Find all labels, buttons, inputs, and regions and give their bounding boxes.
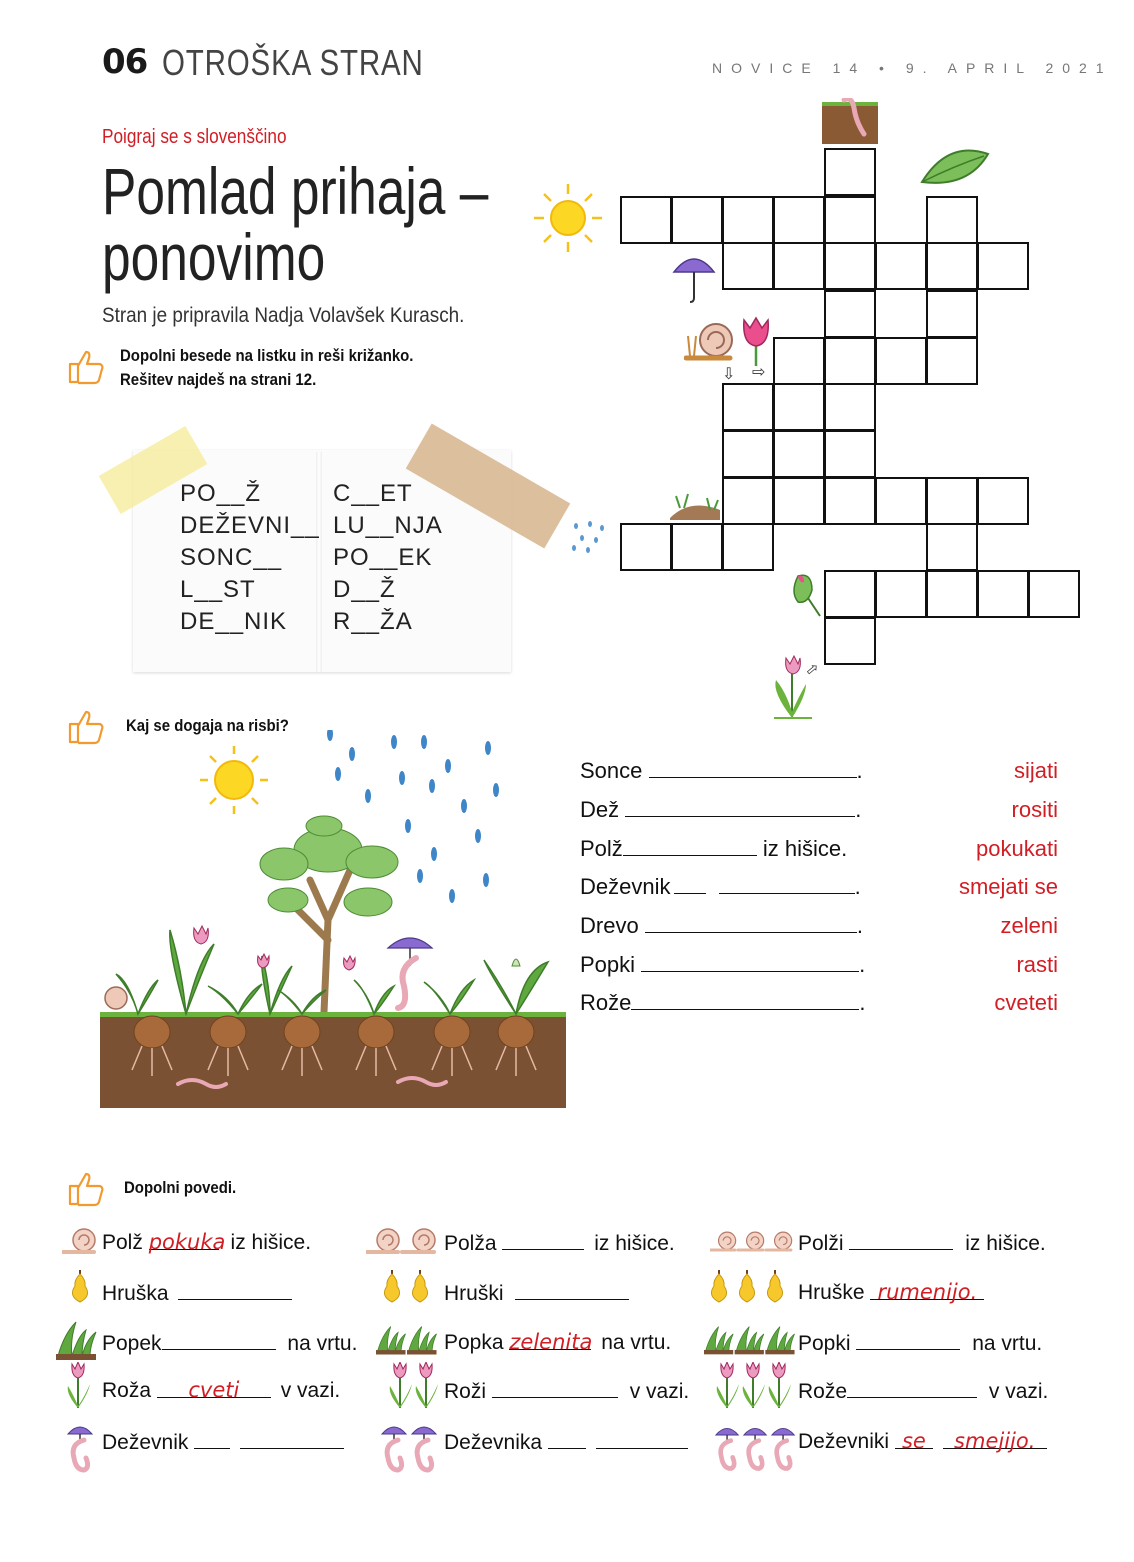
sentence-subject: Popki bbox=[580, 952, 636, 977]
crossword-cell[interactable] bbox=[773, 337, 825, 385]
headline: Pomlad prihaja – ponovimo bbox=[102, 154, 489, 294]
sentence-subject: Deževnik bbox=[580, 874, 671, 899]
task1-line1: Dopolni besede na listku in reši križanko. bbox=[120, 346, 414, 365]
crossword-cell[interactable] bbox=[875, 242, 927, 290]
verb: pokukati bbox=[976, 836, 1058, 861]
crossword-cell[interactable] bbox=[773, 196, 825, 244]
snail-pair-icon bbox=[366, 1228, 438, 1258]
crossword-cell[interactable] bbox=[671, 523, 723, 571]
crossword-cell[interactable] bbox=[926, 290, 978, 338]
row-word: Hruška bbox=[102, 1282, 169, 1305]
worm-umbrella-icon bbox=[66, 1418, 96, 1480]
sentence-row bbox=[580, 836, 847, 862]
grid-row bbox=[444, 1230, 675, 1256]
garden-illustration bbox=[98, 730, 568, 1110]
crossword-cell[interactable] bbox=[977, 242, 1029, 290]
crossword-cell[interactable] bbox=[1028, 570, 1080, 618]
grid-row bbox=[444, 1429, 688, 1455]
row-word: Hruški bbox=[444, 1282, 504, 1305]
card-word: C__ET bbox=[333, 480, 413, 507]
grid-row bbox=[798, 1280, 984, 1305]
issue-info: NOVICE 14 • 9. APRIL 2021 bbox=[712, 60, 1113, 76]
crossword-cell[interactable] bbox=[620, 196, 672, 244]
row-word: Popek bbox=[102, 1332, 162, 1355]
crossword-cell[interactable] bbox=[977, 570, 1029, 618]
grid-row bbox=[102, 1330, 357, 1356]
crossword-cell[interactable] bbox=[926, 523, 978, 571]
answer-blank[interactable] bbox=[856, 1330, 960, 1350]
crossword-cell[interactable] bbox=[824, 383, 876, 431]
sentence-suffix: . bbox=[854, 874, 861, 899]
answer-blank[interactable] bbox=[870, 1280, 984, 1304]
raindrops-icon bbox=[568, 520, 608, 556]
answer-blank[interactable] bbox=[623, 838, 757, 856]
sentence-suffix: . bbox=[859, 952, 866, 977]
task2-label: Kaj se dogaja na risbi? bbox=[126, 716, 289, 735]
answer-blank[interactable] bbox=[625, 799, 855, 817]
crossword-cell[interactable] bbox=[671, 196, 723, 244]
crossword-cell[interactable] bbox=[722, 383, 774, 431]
answer-blank[interactable] bbox=[492, 1378, 618, 1398]
answer-blank[interactable] bbox=[162, 1330, 276, 1350]
arrow-right-icon: ⇨ bbox=[752, 364, 766, 381]
grid-row bbox=[444, 1378, 689, 1404]
sentence-row bbox=[580, 952, 865, 978]
row-suffix: na vrtu. bbox=[601, 1331, 672, 1354]
row-suffix: v vazi. bbox=[988, 1380, 1049, 1403]
verb: rositi bbox=[1011, 797, 1058, 822]
crossword-cell[interactable] bbox=[824, 477, 876, 525]
card-word: D__Ž bbox=[333, 576, 396, 603]
crossword-cell[interactable] bbox=[926, 337, 978, 385]
snail-icon bbox=[684, 318, 736, 364]
crossword-cell[interactable] bbox=[722, 523, 774, 571]
answer-blank[interactable] bbox=[515, 1280, 629, 1300]
row-word: Rože bbox=[798, 1380, 848, 1403]
verb: cveteti bbox=[994, 990, 1058, 1015]
kicker: Poigraj se s slovenščino bbox=[102, 126, 287, 148]
answer-blank[interactable] bbox=[148, 1230, 226, 1254]
sun-icon bbox=[200, 746, 268, 814]
sentence-row bbox=[580, 913, 863, 939]
grid-row bbox=[102, 1230, 311, 1255]
page-number: 06 bbox=[102, 42, 148, 82]
row-word: Popki bbox=[798, 1332, 851, 1355]
card-word: L__ST bbox=[180, 576, 256, 603]
answer-blank[interactable] bbox=[596, 1429, 688, 1449]
crossword-cell[interactable] bbox=[824, 617, 876, 665]
task3-label: Dopolni povedi. bbox=[124, 1178, 237, 1197]
verb: zeleni bbox=[1000, 913, 1058, 938]
snail-icon bbox=[62, 1228, 98, 1258]
answer-blank[interactable] bbox=[631, 992, 859, 1010]
umbrella-icon bbox=[672, 252, 716, 304]
crossword-cell[interactable] bbox=[824, 430, 876, 478]
sentence-subject: Dež bbox=[580, 797, 620, 822]
row-suffix: na vrtu. bbox=[287, 1332, 358, 1355]
grid-row bbox=[798, 1330, 1042, 1356]
bud-pair-icon bbox=[376, 1316, 438, 1362]
grid-row bbox=[798, 1230, 1046, 1256]
answer-blank[interactable] bbox=[240, 1429, 344, 1449]
grid-row bbox=[102, 1378, 340, 1403]
tulip-group-icon bbox=[714, 1362, 794, 1412]
grid-row bbox=[798, 1429, 1047, 1454]
crossword-cell[interactable] bbox=[722, 430, 774, 478]
crossword-cell[interactable] bbox=[926, 196, 978, 244]
crossword-cell[interactable] bbox=[620, 523, 672, 571]
arrow-up-right-icon: ⇨ bbox=[802, 658, 823, 680]
sentence-suffix: . bbox=[856, 913, 863, 938]
pear-icon bbox=[68, 1270, 94, 1306]
answer-blank[interactable] bbox=[943, 1429, 1047, 1453]
row-word: Deževniki bbox=[798, 1430, 890, 1453]
crossword-cell[interactable] bbox=[824, 196, 876, 244]
handwritten-answer: cveti bbox=[188, 1378, 240, 1402]
answer-blank[interactable] bbox=[847, 1378, 977, 1398]
row-suffix: na vrtu. bbox=[972, 1332, 1043, 1355]
handwritten-answer: zelenita bbox=[509, 1330, 593, 1354]
crossword-cell[interactable] bbox=[722, 242, 774, 290]
grid-row bbox=[102, 1429, 344, 1455]
sentence-row bbox=[580, 990, 865, 1016]
sentence-subject: Drevo bbox=[580, 913, 639, 938]
grid-row bbox=[444, 1280, 629, 1306]
sentence-subject: Sonce bbox=[580, 758, 643, 783]
verb: rasti bbox=[1016, 952, 1058, 977]
answer-blank[interactable] bbox=[895, 1429, 933, 1453]
grid-row bbox=[444, 1330, 671, 1355]
row-word: Roža bbox=[102, 1379, 152, 1402]
tulip-pair-icon bbox=[388, 1362, 440, 1412]
card-word: PO__Ž bbox=[180, 480, 262, 507]
row-word: Roži bbox=[444, 1380, 487, 1403]
worm-soil-icon bbox=[822, 98, 878, 146]
grid-row bbox=[102, 1280, 292, 1306]
crossword-cell[interactable] bbox=[824, 290, 876, 338]
card-word: SONC__ bbox=[180, 544, 283, 571]
row-suffix: v vazi. bbox=[629, 1380, 690, 1403]
answer-blank[interactable] bbox=[674, 876, 706, 894]
card-word: R__ŽA bbox=[333, 608, 413, 635]
bud-icon bbox=[788, 572, 824, 618]
answer-blank[interactable] bbox=[849, 1230, 953, 1250]
answer-blank[interactable] bbox=[157, 1378, 271, 1402]
crossword-cell[interactable] bbox=[926, 477, 978, 525]
crossword-cell[interactable] bbox=[926, 570, 978, 618]
sentence-suffix: . bbox=[856, 758, 863, 783]
answer-blank[interactable] bbox=[178, 1280, 292, 1300]
sentence-suffix: . bbox=[855, 797, 862, 822]
row-suffix: iz hišice. bbox=[230, 1231, 312, 1254]
crossword-cell[interactable] bbox=[773, 430, 825, 478]
row-word: Polža bbox=[444, 1232, 497, 1255]
card-word: DEŽEVNI__ bbox=[180, 512, 320, 539]
crossword-cell[interactable] bbox=[926, 242, 978, 290]
snail-group-icon bbox=[710, 1230, 794, 1256]
crossword-cell[interactable] bbox=[875, 570, 927, 618]
card-word: LU__NJA bbox=[333, 512, 443, 539]
worm-pair-icon bbox=[380, 1418, 440, 1480]
worm-group-icon bbox=[714, 1418, 798, 1480]
bud-icon bbox=[56, 1316, 98, 1362]
answer-blank[interactable] bbox=[641, 954, 859, 972]
leaf-icon bbox=[918, 148, 990, 188]
crossword-cell[interactable] bbox=[977, 477, 1029, 525]
crossword-cell[interactable] bbox=[824, 148, 876, 196]
sentence-subject: Rože bbox=[580, 990, 632, 1015]
pear-group-icon bbox=[706, 1270, 792, 1306]
crossword-cell[interactable] bbox=[773, 477, 825, 525]
crossword bbox=[0, 0, 1134, 760]
handwritten-answer: smejijo. bbox=[954, 1429, 1036, 1453]
pear-pair-icon bbox=[380, 1270, 436, 1306]
crossword-cell[interactable] bbox=[824, 242, 876, 290]
section-title: OTROŠKA STRAN bbox=[162, 42, 424, 83]
crossword-cell[interactable] bbox=[773, 242, 825, 290]
row-word: Deževnika bbox=[444, 1431, 543, 1454]
handwritten-answer: pokuka bbox=[148, 1230, 226, 1254]
row-word: Polž bbox=[102, 1231, 143, 1254]
sentence-suffix: iz hišice. bbox=[762, 836, 848, 861]
bud-group-icon bbox=[704, 1316, 796, 1362]
row-suffix: v vazi. bbox=[280, 1379, 341, 1402]
row-word: Deževnik bbox=[102, 1431, 189, 1454]
verb: smejati se bbox=[958, 874, 1058, 899]
answer-blank[interactable] bbox=[649, 760, 857, 778]
verb: sijati bbox=[1013, 758, 1058, 783]
crossword-cell[interactable] bbox=[824, 337, 876, 385]
sprout-soil-icon bbox=[670, 480, 720, 520]
crossword-cell[interactable] bbox=[875, 477, 927, 525]
grid-row bbox=[798, 1378, 1048, 1404]
answer-blank[interactable] bbox=[548, 1429, 586, 1449]
crossword-cell[interactable] bbox=[722, 477, 774, 525]
answer-blank[interactable] bbox=[719, 876, 855, 894]
byline: Stran je pripravila Nadja Volavšek Kurasch. bbox=[102, 304, 465, 327]
crossword-cell[interactable] bbox=[722, 196, 774, 244]
card-word: DE__NIK bbox=[180, 608, 288, 635]
tulip-icon bbox=[738, 316, 774, 366]
crossword-cell[interactable] bbox=[773, 383, 825, 431]
handwritten-answer: se bbox=[901, 1429, 926, 1453]
answer-blank[interactable] bbox=[502, 1230, 584, 1250]
tulip-icon bbox=[66, 1362, 94, 1412]
row-word: Popka bbox=[444, 1331, 504, 1354]
arrow-down-icon: ⇩ bbox=[722, 366, 736, 383]
sentence-row bbox=[580, 797, 861, 823]
crossword-cell[interactable] bbox=[824, 570, 876, 618]
row-suffix: iz hišice. bbox=[594, 1232, 675, 1255]
sentence-suffix: . bbox=[859, 990, 866, 1015]
row-word: Polži bbox=[798, 1232, 844, 1255]
sentence-row bbox=[580, 758, 863, 784]
answer-blank[interactable] bbox=[645, 915, 857, 933]
card-word: PO__EK bbox=[333, 544, 433, 571]
crossword-cell[interactable] bbox=[875, 337, 927, 385]
handwritten-answer: rumenijo. bbox=[877, 1280, 978, 1304]
thumbs-up-icon bbox=[66, 1168, 106, 1208]
task1-line2: Rešitev najdeš na strani 12. bbox=[120, 370, 317, 389]
answer-blank[interactable] bbox=[194, 1429, 230, 1449]
sentence-subject: Polž bbox=[580, 836, 623, 861]
answer-blank[interactable] bbox=[509, 1330, 593, 1354]
sentence-row bbox=[580, 874, 861, 900]
row-word: Hruške bbox=[798, 1281, 865, 1304]
row-suffix: iz hišice. bbox=[965, 1232, 1046, 1255]
